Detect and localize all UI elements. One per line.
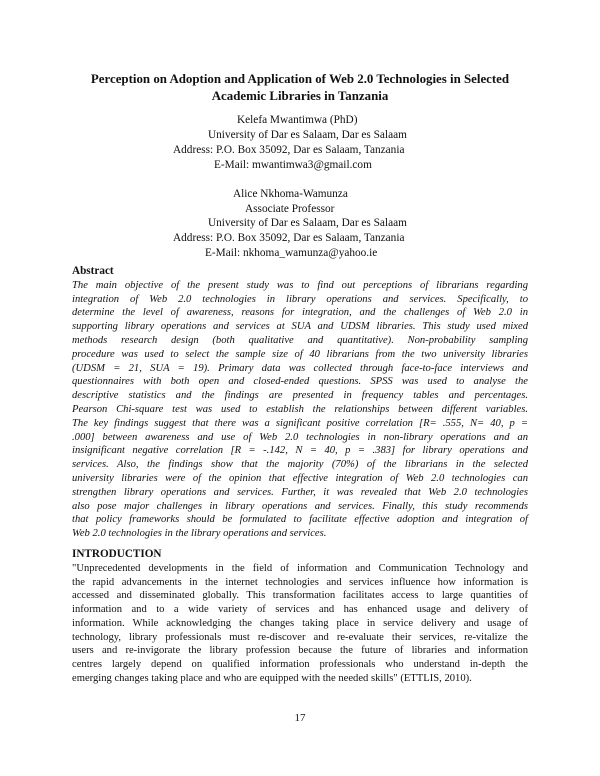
abstract-line: also pose major challenges in library operations and services. Finally, this study recommends (72, 500, 528, 512)
author1-email: E-Mail: mwantimwa3@gmail.com (214, 159, 372, 171)
abstract-line: (UDSM = 21, SUA = 19). Primary data was collected through face-to-face interviews and (72, 362, 528, 374)
title-line: Academic Libraries in Tanzania (211, 88, 389, 103)
paper-title (60, 71, 540, 104)
abstract-section (72, 265, 528, 541)
abstract-line: determine the level of awareness, reasons for integration, and the challenges of Web 2.0 in (72, 307, 528, 319)
abstract-line: university libraries were of the opinion that effective integration of Web 2.0 technologies can (72, 472, 528, 484)
abstract-line: The main objective of the present study was to find out perceptions of librarians regarding (72, 279, 528, 291)
author2-role: Associate Professor (245, 203, 335, 215)
abstract-line: Web 2.0 technologies in the library operations and services. (72, 528, 327, 540)
introduction-line: emerging changes taking place and who are equipped with the needed skills" (ETTLIS, 2010). (72, 672, 472, 684)
author1-name: Kelefa Mwantimwa (PhD) (237, 114, 358, 126)
page-number: 17 (294, 712, 306, 724)
abstract-line: methods research design (both qualitative and quantitative). Non-probability sampling (72, 334, 528, 346)
author2-address: Address: P.O. Box 35092, Dar es Salaam, Tanzania (173, 232, 405, 244)
author2-name: Alice Nkhoma-Wamunza (233, 188, 348, 200)
introduction-line: accessed and disseminated globally. This transformation facilitates access to large quantities of (72, 590, 528, 602)
introduction-line: centres largely depend on qualified information professionals who understand in-depth the (72, 659, 528, 670)
title-line: Perception on Adoption and Application of Web 2.0 Technologies in Selected (90, 72, 510, 86)
abstract-line: strengthen library operations and services. Further, it was revealed that Web 2.0 technologies (72, 486, 528, 498)
abstract-line: that policy frameworks should be formulated to facilitate effective adoption and integration of (72, 514, 528, 526)
author2-institution: University of Dar es Salaam, Dar es Salaam (208, 217, 407, 229)
introduction-line: information. While acknowledging the changes taking place in service delivery and usage of (72, 617, 528, 629)
abstract-line: questionnaires with both open and closed-ended questions. SPSS was used to analyse the (72, 376, 528, 388)
abstract-line: services. Also, the findings show that the majority (70%) of the librarians in the selected (72, 459, 528, 471)
abstract-line: insignificant negative correlation [R = -.142, N = 40, p = .383] for library operations and (72, 445, 528, 457)
abstract-line: descriptive statistics and the findings are presented in frequency tables and percentages. (72, 390, 528, 402)
introduction-section (72, 548, 528, 686)
introduction-line: "Unprecedented developments in the field of information and Communication Technology and (72, 562, 528, 574)
author1-address: Address: P.O. Box 35092, Dar es Salaam, Tanzania (173, 144, 405, 156)
introduction-line: the rapid advancements in the internet technologies and services influence how information is (72, 576, 528, 588)
abstract-line: supporting library operations and services at SUA and UDSM libraries. This study used mixed (72, 321, 528, 333)
abstract-line: The key findings suggest that there was a significant positive correlation [R= .555, N= 40, p = (72, 417, 528, 429)
introduction-line: users and re-invigorate the library profession because the future of libraries and information (72, 645, 528, 657)
author1-institution: University of Dar es Salaam, Dar es Salaam (208, 129, 407, 141)
abstract-line: .000] between awareness and use of Web 2.0 technologies in non-library operations and an (72, 431, 528, 443)
author2-email: E-Mail: nkhoma_wamunza@yahoo.ie (205, 247, 378, 259)
introduction-line: technology, library professionals must re-discover and re-evaluate their services, re-vitalize the (72, 631, 528, 643)
abstract-line: Pearson Chi-square test was used to establish the relationships between different variables. (72, 403, 528, 415)
abstract-heading: Abstract (72, 265, 114, 277)
abstract-line: integration of Web 2.0 technologies in library operations and services. Specifically, to (72, 293, 528, 305)
introduction-line: information and to a wide variety of services and has enhanced usage and delivery of (72, 604, 528, 615)
introduction-heading: INTRODUCTION (72, 548, 162, 560)
abstract-line: procedure was used to select the sample size of 40 librarians from the two university libraries (72, 348, 528, 360)
